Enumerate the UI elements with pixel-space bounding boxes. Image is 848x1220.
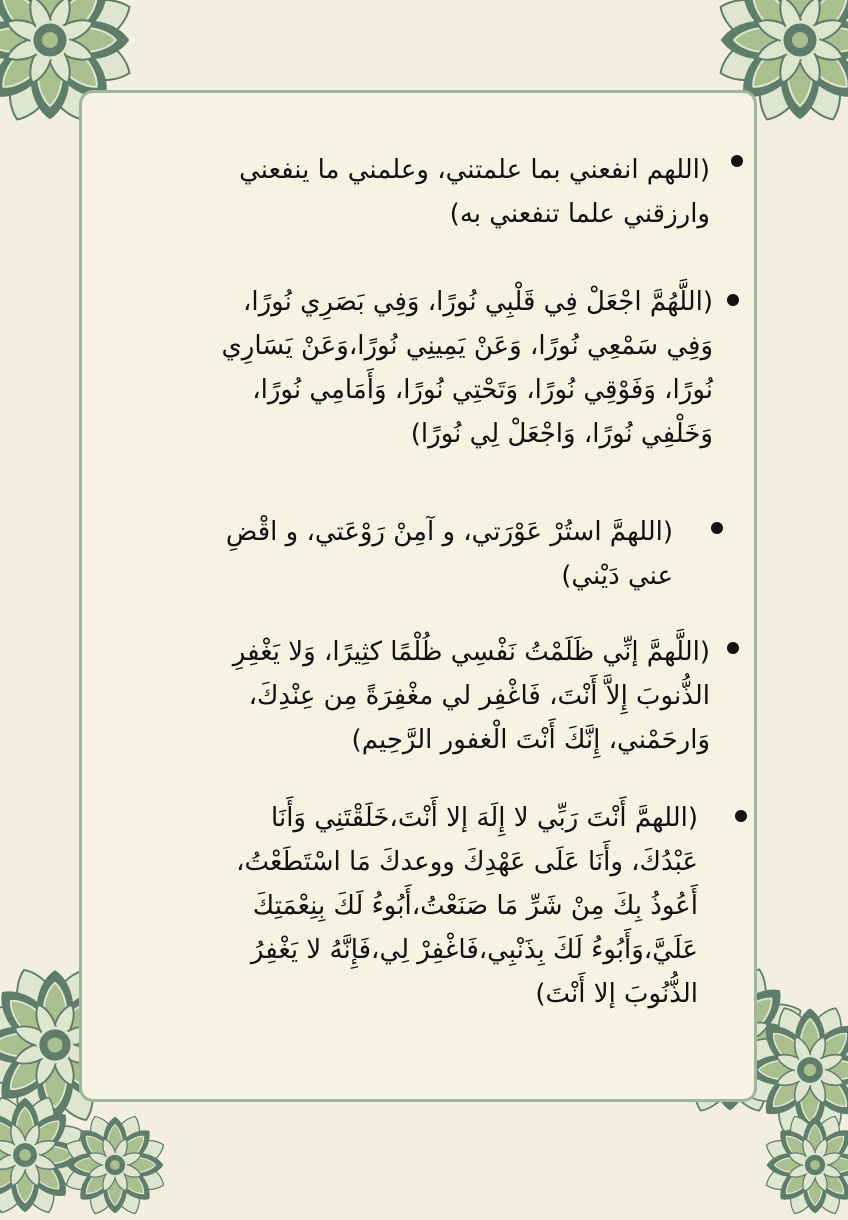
dua-line: وَخَلْفِي نُورًا، وَاجْعَلْ لِي نُورًا) — [410, 419, 713, 449]
bullet-4 — [727, 642, 739, 654]
bullet-3 — [711, 522, 723, 534]
dua-item-4 — [70, 630, 710, 762]
dua-line: عَلَيَّ،وَأَبُوءُ لَكَ بِذَنْبِي،فَاغْفِرْ لِي،فَإِنَّهُ لا يَغْفِرُ — [250, 935, 698, 965]
bullet-5 — [735, 810, 747, 822]
dua-line: وارزقني علما تنفعني به) — [449, 199, 710, 229]
dua-line: عني دَيْني) — [561, 561, 673, 591]
dua-item-5 — [58, 796, 698, 1016]
dua-line: الذُّنوبَ إِلاَّ أَنْتَ، فَاغْفِر لي مغْفِرَةً مِن عِنْدِكَ، — [248, 681, 710, 711]
dua-line: (اللهم انفعني بما علمتني، وعلمني ما ينفعني — [239, 155, 710, 185]
dua-line: أَعُوذُ بِكَ مِنْ شَرِّ مَا صَنَعْتُ،أَبُوءُ لَكَ بِنِعْمَتِكَ — [252, 891, 698, 921]
dua-line: (اللهمَّ استُرْ عَوْرَتي، و آمِنْ رَوْعَتي، و اقْضِ — [225, 517, 673, 547]
dua-line: نُورًا، وَفَوْقِي نُورًا، وَتَحْتِي نُورًا، وَأَمَامِي نُورًا، — [252, 375, 713, 405]
dua-line: (اللَّهُمَّ اجْعَلْ فِي قَلْبِي نُورًا، وَفِي بَصَرِي نُورًا، — [242, 287, 713, 317]
dua-line: الذُّنُوبَ إلا أَنْتَ) — [535, 979, 698, 1009]
bottom-left-ornament-tiny — [60, 1110, 170, 1220]
dua-line: (اللهمَّ أَنْتَ رَبِّي لا إِلَهَ إلا أَنْتَ،خَلَقْتَنِي وَأَنَا — [271, 803, 698, 833]
bullet-1 — [731, 155, 743, 167]
dua-line: (اللَّهمَّ إنِّي ظَلَمْتُ نَفْسِي ظُلْمًا كثِيرًا، وَلا يَغْفِرِ — [232, 637, 710, 667]
dua-item-2 — [73, 280, 713, 456]
dua-line: عَبْدُكَ، وأَنَا عَلَى عَهْدِكَ ووعدكَ مَا اسْتَطَعْتُ، — [236, 847, 698, 877]
bullet-2 — [727, 294, 739, 306]
dua-item-3 — [113, 510, 673, 598]
dua-line: وَارحَمْني، إِنَّكَ أَنْتَ الْغفور الرَّحِيم) — [351, 725, 710, 755]
dua-line: وَفِي سَمْعِي نُورًا، وَعَنْ يَمِينِي نُورًا،وَعَنْ يَسَارِي — [221, 331, 713, 361]
bottom-right-ornament-tiny — [760, 1110, 848, 1220]
dua-item-1 — [90, 148, 710, 236]
